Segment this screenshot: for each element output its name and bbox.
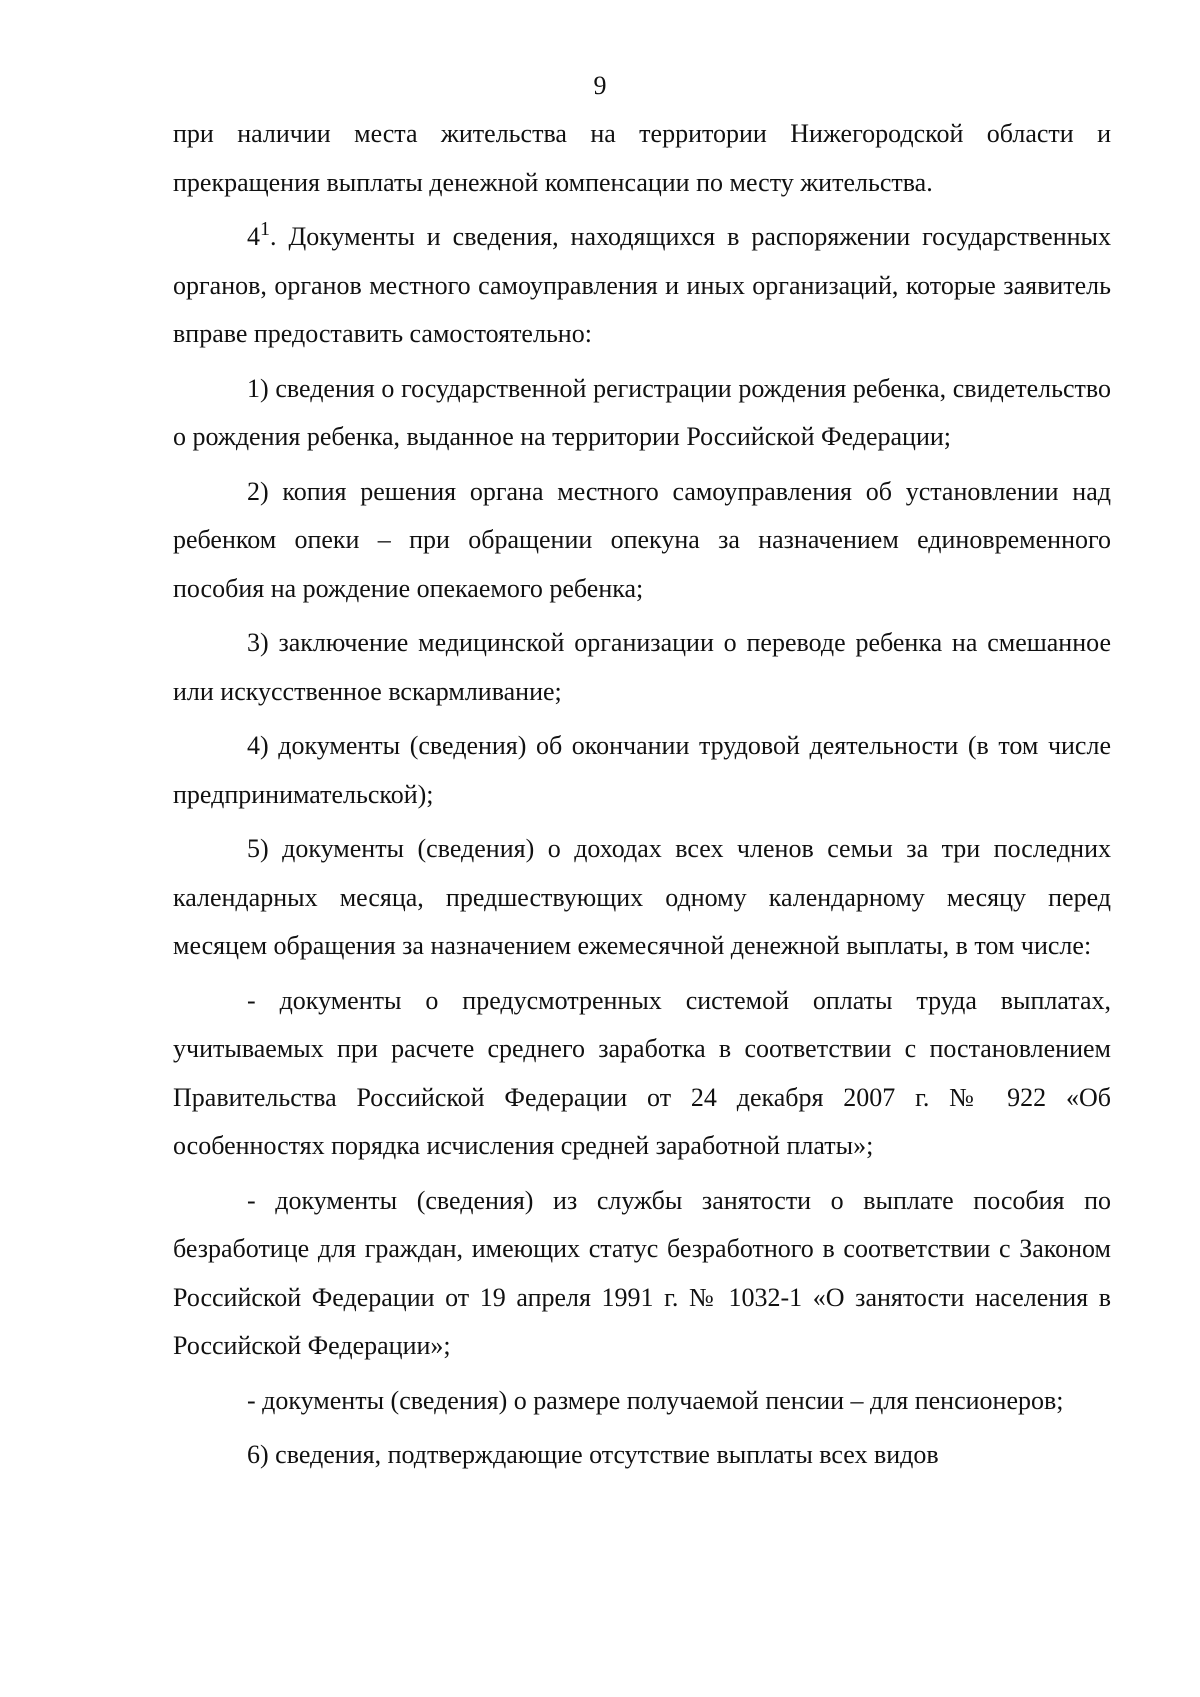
section-heading-paragraph [173, 213, 1111, 359]
list-item: 1) сведения о государственной регистрации рождения ребенка, свидетельство о рождения ребенка, выданное на территории Российской Федерации; [173, 373, 1111, 451]
list-item: - документы (сведения) о размере получаемой пенсии – для пенсионеров; [247, 1385, 1064, 1415]
continuation-paragraph: при наличии места жительства на территории Нижегородской области и прекращения выплаты денежной компенсации по месту жительства. [173, 119, 1111, 197]
list-item: - документы (сведения) из службы занятости о выплате пособия по безработице для граждан, имеющих статус безработного в соответствии с Законом Российской Федерации от 19 апреля 1991 г. № 1032-1 «О занятости населения в Российской Федерации»; [173, 1185, 1111, 1360]
section-number-superscript: 1 [260, 218, 270, 240]
list-item: 5) документы (сведения) о доходах всех членов семьи за три последних календарных месяца, предшествующих одному календарному месяцу перед месяцем обращения за назначением ежемесячной денежной выплаты, в том числе: [173, 834, 1111, 960]
list-item: 2) копия решения органа местного самоуправления об установлении над ребенком опеки – при обращении опекуна за назначением единовременного пособия на рождение опекаемого ребенка; [173, 476, 1111, 603]
section-heading-text: . Документы и сведения, находящихся в распоряжении государственных органов, органов местного самоуправления и иных организаций, которые заявитель вправе предоставить самостоятельно: [173, 222, 1111, 348]
list-item: 4) документы (сведения) об окончании трудовой деятельности (в том числе предпринимательской); [173, 731, 1111, 809]
list-item: 3) заключение медицинской организации о переводе ребенка на смешанное или искусственное вскармливание; [173, 628, 1111, 706]
list-item: - документы о предусмотренных системой оплаты труда выплатах, учитываемых при расчете среднего заработка в соответствии с постановлением Правительства Российской Федерации от 24 декабря 2007 г. № 922 «Об особенностях порядка исчисления средней заработной платы»; [173, 985, 1111, 1160]
page-number: 9 [593, 71, 607, 100]
list-item: 6) сведения, подтверждающие отсутствие выплаты всех видов [247, 1440, 939, 1469]
document-body [173, 110, 1111, 1486]
section-number: 4 [247, 222, 260, 251]
